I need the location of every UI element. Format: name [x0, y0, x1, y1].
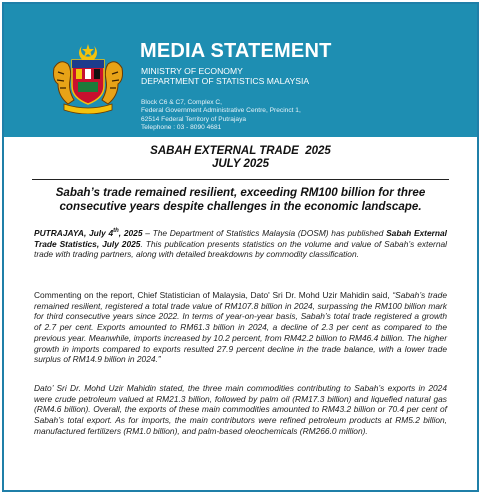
address-line: Block C6 & C7, Complex C, — [141, 99, 222, 106]
headline: Sabah’s trade remained resilient, exceeding RM100 billion for three consecutive years despite challenges in the economic landscape. — [55, 186, 426, 213]
title-divider — [32, 179, 449, 180]
paragraph-commodities — [34, 383, 447, 437]
department-name: DEPARTMENT OF STATISTICS MALAYSIA — [141, 76, 310, 86]
document-title — [4, 145, 477, 171]
ministry-name: MINISTRY OF ECONOMY — [141, 66, 243, 76]
document-title-line1: SABAH EXTERNAL TRADE 2025 — [150, 145, 331, 157]
intro-text-b: . This publication presents statistics on the volume and value of Sabah’s external trade with trading partners, along with detailed breakdowns by commodity classification. — [34, 238, 447, 260]
commodities-text: Dato’ Sri Dr. Mohd Uzir Mahidin stated, the three main commodities contributing to Sabah’s exports in 2024 were crude petroleum valued at RM21.3 billion, followed by palm oil (RM17.3 billion) and liquefied natural gas (RM4.6 billion). Overall, the exports of these main commodities amounted to RM43.2 billion or 70.4 per cent of Sabah’s total export. As for imports, the main contributors were refined petroleum products at RM5.2 billion, manufactured fertilizers (RM1.0 billion), and palm-based oleochemicals (RM266.0 million). — [34, 383, 447, 436]
media-statement-title: MEDIA STATEMENT — [140, 40, 332, 62]
coat-of-arms-logo — [48, 42, 128, 114]
dateline: PUTRAJAYA, July 4 — [34, 227, 114, 238]
address-line: Federal Government Administrative Centre, Precinct 1, — [141, 107, 301, 115]
publication-name: Sabah External Trade Statistics, July 2025 — [34, 227, 447, 249]
statement-frame — [2, 2, 479, 492]
quote-intro: Commenting on the report, Chief Statistician of Malaysia, Dato' Sri Dr. Mohd Uzir Mahidin said, — [34, 290, 393, 300]
dateline-suffix: th — [113, 228, 119, 234]
dateline-year: , 2025 — [118, 227, 143, 238]
header-band — [4, 4, 477, 137]
address-line: Telephone : 03 - 8090 4681 — [141, 123, 222, 131]
quote-text: “Sabah’s trade remained resilient, registered a total trade value of RM107.8 billion in 2024, surpassing the RM100 billion mark for third consecutive years since 2022. In terms of year-on-year basis, Sabah’s total trade registered a growth of 2.7 per cent. Exports amounted to RM61.3 billion in 2024, a decline of 2.3 per cent as compared to the previous year. Meanwhile, imports increased by 10.2 percent, from RM42.2 billion to RM46.4 billion. The higher growth in imports compared to exports resulted 27.9 percent decline in the trade balance, with a lower trade surplus of RM14.9 billion in 2024.” — [34, 290, 447, 365]
address-line: 62514 Federal Territory of Putrajaya — [141, 115, 247, 123]
paragraph-quote — [34, 290, 447, 365]
paragraph-intro — [34, 226, 447, 260]
office-address — [141, 99, 301, 132]
document-title-line2: JULY 2025 — [211, 158, 270, 170]
intro-text-a: – The Department of Statistics Malaysia (DOSM) has published — [142, 227, 387, 238]
